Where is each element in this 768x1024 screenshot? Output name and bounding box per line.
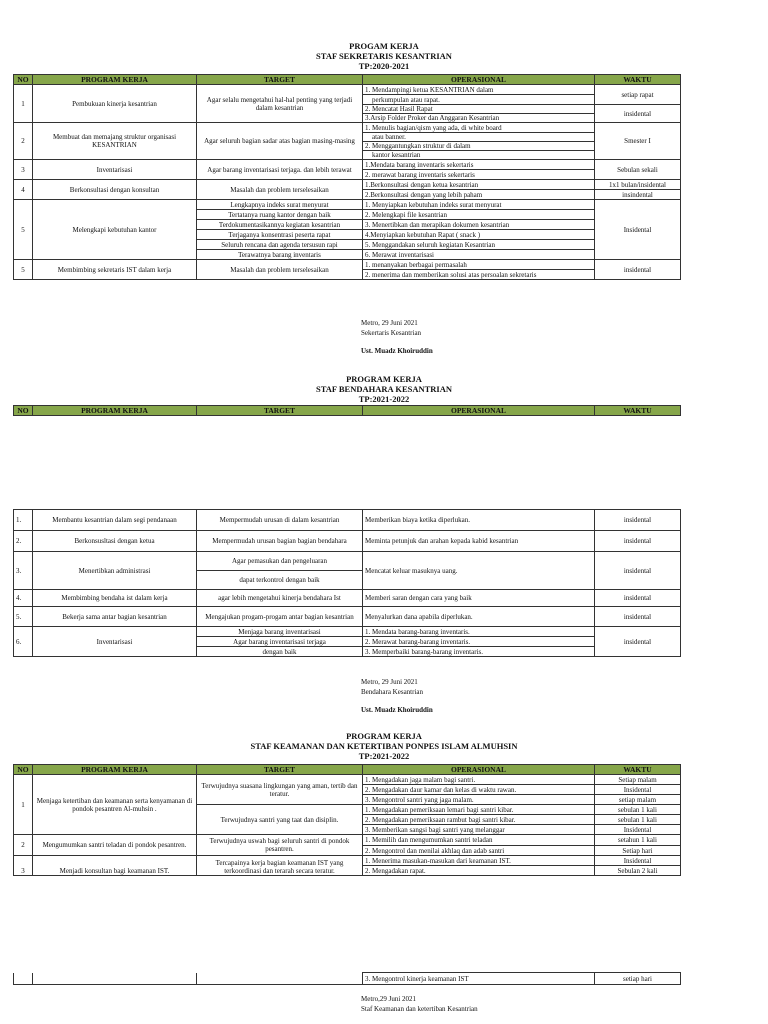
cell-no: 2. <box>14 531 33 552</box>
cell-waktu: insidental <box>595 510 681 531</box>
cell-waktu: sebulan 1 kali <box>595 815 681 825</box>
cell-waktu: setiap malam <box>595 795 681 805</box>
cell-program: Berkonsusltasi dengan ketua <box>33 531 197 552</box>
cell-operasional: Memberi saran dengan cara yang baik <box>363 590 595 607</box>
cell-target: Terwujudnya santri yang taat dan disiplin. <box>197 805 363 835</box>
title-line: PROGRAM KERJA <box>346 731 422 741</box>
table-row <box>14 627 681 637</box>
cell-program: Membantu kesantrian dalam segi pendanaan <box>33 510 197 531</box>
cell-no: 4 <box>14 180 33 200</box>
cell-target: agar lebih mengetahui kinerja bendahara Ist <box>197 590 363 607</box>
cell-operasional: 1. Mengadakan jaga malam bagi santri. <box>363 775 595 785</box>
header-waktu: WAKTU <box>595 75 681 85</box>
cell-operasional: kantor kesantrian <box>363 151 595 160</box>
cell-target: Lengkapnya indeks surat menyurat <box>197 200 363 210</box>
table-header <box>14 406 681 416</box>
header-no: NO <box>14 406 33 416</box>
signature-date: Metro,29 Juni 2021 <box>361 995 417 1003</box>
header-no: NO <box>14 75 33 85</box>
table-row <box>14 775 681 785</box>
keamanan-table-continued <box>13 972 681 985</box>
cell-program: Membimbing sekretaris IST dalam kerja <box>33 260 197 280</box>
keamanan-table <box>13 764 681 876</box>
cell-operasional: 1. Menerima masukan-masukan dari keamanan IST. <box>363 856 595 866</box>
cell-target: Masalah dan problem terselesaikan <box>197 260 363 280</box>
cell-operasional: 4.Menyiapkan kebutuhan Rapat ( snack ) <box>363 230 595 240</box>
table-row <box>14 973 681 985</box>
cell-program: Pembukuan kinerja kesantrian <box>33 85 197 123</box>
sekretaris-table <box>13 74 681 280</box>
bendahara-header-table <box>13 405 681 416</box>
section3-title <box>0 731 768 761</box>
cell-no: 2 <box>14 123 33 160</box>
cell-operasional: perkumpulan atau rapat. <box>363 95 595 105</box>
cell-target: Mempermudah urusan di dalam kesantrian <box>197 510 363 531</box>
cell-waktu: insidental <box>595 552 681 590</box>
cell-target: Terawatnya barang inventaris <box>197 250 363 260</box>
cell-target <box>197 973 363 985</box>
cell-operasional: 1.Mendata barang inventaris sekertaris <box>363 160 595 170</box>
cell-waktu: Insidental <box>595 856 681 866</box>
cell-operasional: 1. Menulis bagian/qism yang ada, di white board <box>363 123 595 133</box>
cell-waktu: 1x1 bulan/insidental <box>595 180 681 190</box>
table-row <box>14 590 681 607</box>
cell-waktu: insidental <box>595 590 681 607</box>
cell-target: Agar seluruh bagian sadar atas bagian masing-masing <box>197 123 363 160</box>
section2-title <box>0 374 768 404</box>
cell-no: 1 <box>14 775 33 835</box>
table-row <box>14 552 681 571</box>
cell-program: Inventarisasi <box>33 627 197 657</box>
cell-no <box>14 973 33 985</box>
cell-operasional: 6. Merawat inventarisasi <box>363 250 595 260</box>
table-row <box>14 260 681 270</box>
signature-block <box>361 318 433 356</box>
cell-waktu: insidental <box>595 105 681 123</box>
cell-target: Terwujudnya uswah bagi seluruh santri di pondok pesantren. <box>197 835 363 856</box>
header-target: TARGET <box>197 765 363 775</box>
header-operasional: OPERASIONAL <box>363 765 595 775</box>
cell-operasional: 3. Menertibkan dan merapikan dokumen kesantrian <box>363 220 595 230</box>
cell-waktu: Setiap malam <box>595 775 681 785</box>
cell-operasional: 3. Memberikan sangsi bagi santri yang melanggar <box>363 825 595 835</box>
cell-target: Tercapainya kerja bagian keamanan IST yang terkoordinasi dan terarah secara teratur. <box>197 856 363 876</box>
cell-no: 3 <box>14 160 33 180</box>
cell-operasional: 3. Mengontrol santri yang jaga malam. <box>363 795 595 805</box>
signature-date: Metro, 29 Juni 2021 <box>361 319 418 327</box>
cell-operasional: 1.Berkonsultasi dengan ketua kesantrian <box>363 180 595 190</box>
cell-operasional: 2. Merawat barang-barang inventaris. <box>363 637 595 647</box>
table-row <box>14 180 681 190</box>
title-line: PROGAM KERJA <box>349 41 419 51</box>
cell-waktu: Smester I <box>595 123 681 160</box>
cell-operasional: Memberikan biaya ketika diperlukan. <box>363 510 595 531</box>
cell-operasional: 2. Mencatat Hasil Rapat <box>363 105 595 114</box>
cell-no: 2 <box>14 835 33 856</box>
cell-target: Seluruh rencana dan agenda tersusun rapi <box>197 240 363 250</box>
cell-operasional: 3. Mengontrol kinerja keamanan IST <box>363 973 595 985</box>
signature-block <box>361 994 478 1014</box>
bendahara-table <box>13 509 681 657</box>
cell-waktu: insidental <box>595 531 681 552</box>
signature-role: Sekertaris Kesantrian <box>361 329 422 337</box>
cell-operasional: 1. menanyakan berbagai permasalah <box>363 260 595 270</box>
table-header <box>14 765 681 775</box>
cell-waktu: setahun 1 kali <box>595 835 681 846</box>
cell-waktu: Setiap hari <box>595 846 681 856</box>
cell-program: Mengumumkan santri teladan di pondok pesantren. <box>33 835 197 856</box>
signature-date: Metro, 29 Juni 2021 <box>361 678 418 686</box>
cell-operasional: 2. merawat barang inventaris sekertaris <box>363 170 595 180</box>
cell-operasional: Menyalurkan dana apabila diperlukan. <box>363 607 595 627</box>
cell-operasional: 2. Mengadakan pemeriksaan rambut bagi santri kibar. <box>363 815 595 825</box>
cell-operasional: 2. Mengadakan rapat. <box>363 866 595 876</box>
cell-waktu: insidental <box>595 627 681 657</box>
cell-program: Menjaga ketertiban dan keamanan serta kenyamanan di pondok pesantren Al-muhsin . <box>33 775 197 835</box>
cell-no: 3 <box>14 856 33 876</box>
cell-program <box>33 973 197 985</box>
cell-waktu: Insidental <box>595 825 681 835</box>
cell-target: Mempermudah urusan bagian bagian bendahara <box>197 531 363 552</box>
cell-operasional: Mencatat keluar masuknya uang. <box>363 552 595 590</box>
cell-target: Agar barang inventarisasi terjaga <box>197 637 363 647</box>
title-line: STAF KEAMANAN DAN KETERTIBAN PONPES ISLAM ALMUHSIN <box>250 741 518 751</box>
cell-no: 1 <box>14 85 33 123</box>
header-operasional: OPERASIONAL <box>363 406 595 416</box>
table-row <box>14 123 681 133</box>
cell-program: Bekerja sama antar bagian kesantrian <box>33 607 197 627</box>
cell-operasional: 2. Mengadakan daur kamar dan kelas di waktu rawan. <box>363 785 595 795</box>
cell-target: dengan baik <box>197 647 363 657</box>
cell-target: Terdokumentasikannya kegiatan kesantrian <box>197 220 363 230</box>
cell-program: Inventarisasi <box>33 160 197 180</box>
signature-name: Ust. Muadz Khoiruddin <box>361 706 433 714</box>
header-operasional: OPERASIONAL <box>363 75 595 85</box>
signature-role: Bendahara Kesantrian <box>361 688 423 696</box>
cell-operasional: 1. Memilih dan mengumumkan santri teladan <box>363 835 595 846</box>
cell-no: 3. <box>14 552 33 590</box>
cell-waktu: setiap rapat <box>595 85 681 105</box>
cell-no: 5. <box>14 607 33 627</box>
cell-operasional: 1. Mengadakan pemeriksaan lemari bagi santri kibar. <box>363 805 595 815</box>
cell-operasional: 1. Menyiapkan kebutuhan indeks surat menyurat <box>363 200 595 210</box>
cell-program: Melengkapi kebutuhan kantor <box>33 200 197 260</box>
cell-program: Membuat dan memajang struktur organisasi KESANTRIAN <box>33 123 197 160</box>
cell-target: Mengajukan progam-progam antar bagian kesantrian <box>197 607 363 627</box>
cell-operasional: 1. Mendampingi ketua KESANTRIAN dalam <box>363 85 595 95</box>
cell-target: Terwujudnya suasana lingkungan yang aman, tertib dan teratur. <box>197 775 363 805</box>
cell-no: 5 <box>14 260 33 280</box>
header-program: PROGRAM KERJA <box>33 75 197 85</box>
header-no: NO <box>14 765 33 775</box>
cell-no: 6. <box>14 627 33 657</box>
signature-name: Ust. Muadz Khoiruddin <box>361 347 433 355</box>
title-line: TP:2021-2022 <box>358 394 410 404</box>
cell-operasional: 3. Memperbaiki barang-barang inventaris. <box>363 647 595 657</box>
cell-target: Agar barang inventarisasi terjaga. dan lebih terawat <box>197 160 363 180</box>
title-line: TP:2021-2022 <box>358 751 410 761</box>
cell-waktu: Sebulan sekali <box>595 160 681 180</box>
cell-waktu: Sebulan 2 kali <box>595 866 681 876</box>
cell-target: Masalah dan problem terselesaikan <box>197 180 363 200</box>
header-program: PROGRAM KERJA <box>33 765 197 775</box>
cell-program: Berkonsultasi dengan konsultan <box>33 180 197 200</box>
table-row <box>14 200 681 210</box>
header-target: TARGET <box>197 75 363 85</box>
title-line: STAF SEKRETARIS KESANTRIAN <box>316 51 452 61</box>
title-line: STAF BENDAHARA KESANTRIAN <box>315 384 453 394</box>
title-line: PROGRAM KERJA <box>346 374 422 384</box>
cell-target: Tertatanya ruang kantor dengan baik <box>197 210 363 220</box>
cell-target: Agar pemasukan dan pengeluaran <box>197 552 363 571</box>
cell-waktu: insidental <box>595 607 681 627</box>
table-row <box>14 835 681 846</box>
cell-waktu: sebulan 1 kali <box>595 805 681 815</box>
cell-no: 5 <box>14 200 33 260</box>
table-header <box>14 75 681 85</box>
cell-waktu: insindental <box>595 190 681 200</box>
cell-target: Terjaganya konsentrasi peserta rapat <box>197 230 363 240</box>
cell-waktu: Insidental <box>595 200 681 260</box>
table-row <box>14 510 681 531</box>
cell-operasional: Meminta petunjuk dan arahan kepada kabid kesantrian <box>363 531 595 552</box>
cell-waktu: insidental <box>595 260 681 280</box>
cell-target: Agar selalu mengetahui hal-hal penting yang terjadi dalam kesantrian <box>197 85 363 123</box>
cell-operasional: 2. Mengontrol dan menilai akhlaq dan adab santri <box>363 846 595 856</box>
cell-program: Membimbing bendaha ist dalam kerja <box>33 590 197 607</box>
signature-role: Staf Keamanan dan ketertiban Kesantrian <box>361 1005 478 1013</box>
cell-operasional: 1. Mendata barang-barang inventaris. <box>363 627 595 637</box>
header-target: TARGET <box>197 406 363 416</box>
header-waktu: WAKTU <box>595 765 681 775</box>
cell-operasional: 2. menerima dan memberikan solusi atas persoalan sekretaris <box>363 270 595 280</box>
header-waktu: WAKTU <box>595 406 681 416</box>
header-program: PROGRAM KERJA <box>33 406 197 416</box>
cell-operasional: atau banner. <box>363 133 595 142</box>
cell-waktu: Insidental <box>595 785 681 795</box>
cell-no: 4. <box>14 590 33 607</box>
cell-operasional: 3.Arsip Folder Proker dan Anggaran Kesantrian <box>363 114 595 123</box>
table-row <box>14 160 681 170</box>
cell-operasional: 5. Menggandakan seluruh kegiatan Kesantrian <box>363 240 595 250</box>
table-row <box>14 856 681 866</box>
section1-title <box>0 41 768 71</box>
cell-program: Menjadi konsultan bagi keamanan IST. <box>33 856 197 876</box>
cell-program: Menertibkan administrasi <box>33 552 197 590</box>
cell-no: 1. <box>14 510 33 531</box>
table-row <box>14 531 681 552</box>
title-line: TP:2020-2021 <box>358 61 410 71</box>
cell-target: Menjaga barang inventarisasi <box>197 627 363 637</box>
table-row <box>14 85 681 95</box>
cell-waktu: setiap hari <box>595 973 681 985</box>
signature-block <box>361 677 433 715</box>
cell-target: dapat terkontrol dengan baik <box>197 571 363 590</box>
cell-operasional: 2. Menggantungkan struktur di dalam <box>363 142 595 151</box>
cell-operasional: 2. Melengkapi file kesantrian <box>363 210 595 220</box>
cell-operasional: 2.Berkonsultasi dengan yang lebih paham <box>363 190 595 200</box>
table-row <box>14 607 681 627</box>
